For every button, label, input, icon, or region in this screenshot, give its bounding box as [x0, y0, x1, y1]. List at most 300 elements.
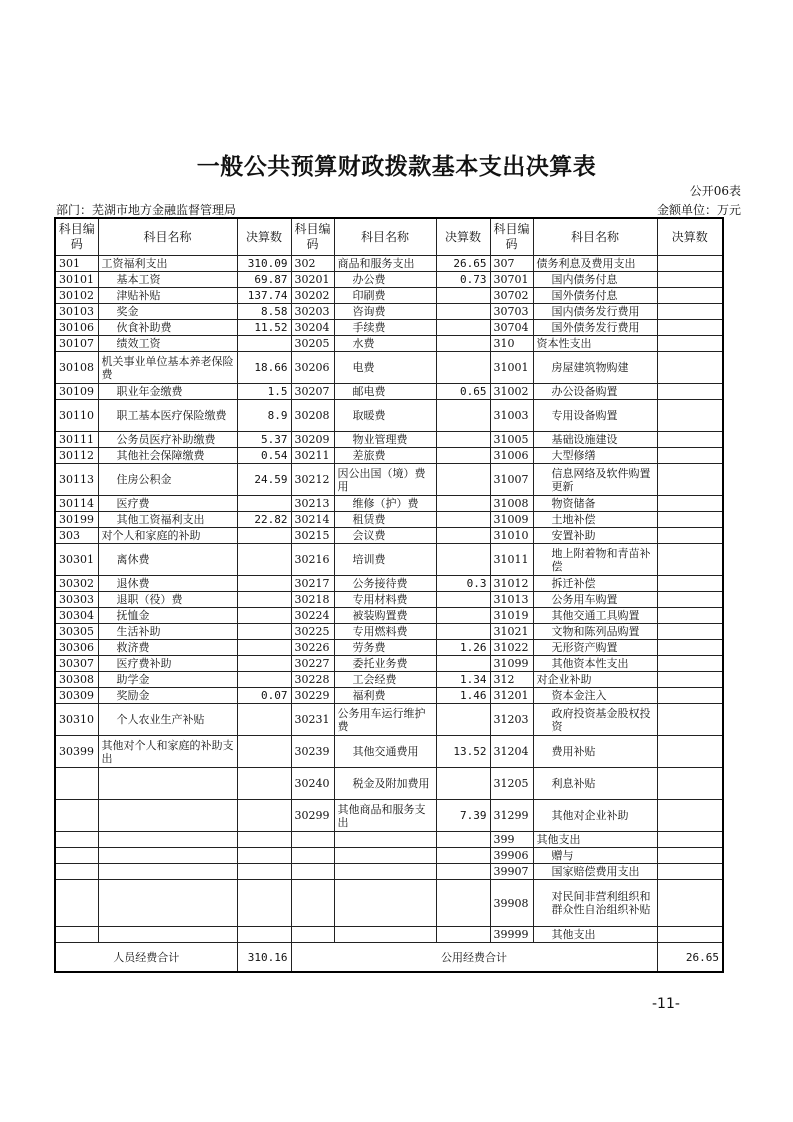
department-label: 部门：芜湖市地方金融监督管理局 — [56, 203, 237, 217]
subject-code: 399 — [490, 832, 533, 848]
subject-name: 退职（役）费 — [98, 592, 237, 608]
final-amount — [657, 624, 723, 640]
subject-name: 其他对个人和家庭的补助支出 — [98, 736, 237, 768]
subject-name: 奖励金 — [98, 688, 237, 704]
final-amount — [436, 288, 490, 304]
subject-name: 因公出国（境）费用 — [334, 464, 436, 496]
final-amount: 0.73 — [436, 272, 490, 288]
subject-name: 水费 — [334, 336, 436, 352]
subject-name: 公务接待费 — [334, 576, 436, 592]
subject-name — [334, 880, 436, 927]
subject-name: 其他交通费用 — [334, 736, 436, 768]
final-amount — [436, 864, 490, 880]
final-amount — [237, 832, 291, 848]
subject-code: 31010 — [490, 528, 533, 544]
final-amount — [436, 432, 490, 448]
subject-name: 医疗费 — [98, 496, 237, 512]
final-amount — [657, 688, 723, 704]
subject-code: 30231 — [291, 704, 334, 736]
final-amount — [436, 528, 490, 544]
subject-name: 债务利息及费用支出 — [533, 256, 657, 272]
subject-code: 30216 — [291, 544, 334, 576]
subject-name: 生活补助 — [98, 624, 237, 640]
subject-name: 住房公积金 — [98, 464, 237, 496]
subject-name: 赠与 — [533, 848, 657, 864]
final-amount — [436, 927, 490, 943]
subject-code: 31003 — [490, 400, 533, 432]
final-amount — [436, 656, 490, 672]
final-amount: 8.9 — [237, 400, 291, 432]
subject-code: 30701 — [490, 272, 533, 288]
final-amount — [237, 768, 291, 800]
subject-code: 310 — [490, 336, 533, 352]
final-amount: 69.87 — [237, 272, 291, 288]
subject-code: 31099 — [490, 656, 533, 672]
subject-code: 30214 — [291, 512, 334, 528]
subject-code: 31007 — [490, 464, 533, 496]
table-row — [55, 672, 723, 688]
subject-code: 30202 — [291, 288, 334, 304]
subject-name — [98, 864, 237, 880]
subject-code: 30303 — [55, 592, 98, 608]
subject-code: 30106 — [55, 320, 98, 336]
subject-name: 政府投资基金股权投资 — [533, 704, 657, 736]
subject-code: 30209 — [291, 432, 334, 448]
subject-name: 职工基本医疗保险缴费 — [98, 400, 237, 432]
final-amount: 13.52 — [436, 736, 490, 768]
final-amount: 137.74 — [237, 288, 291, 304]
subject-code: 31009 — [490, 512, 533, 528]
table-row — [55, 736, 723, 768]
subject-name: 邮电费 — [334, 384, 436, 400]
subject-name: 文物和陈列品购置 — [533, 624, 657, 640]
table-row — [55, 927, 723, 943]
table-row — [55, 288, 723, 304]
subject-name: 房屋建筑物购建 — [533, 352, 657, 384]
subject-code: 31013 — [490, 592, 533, 608]
final-amount — [657, 672, 723, 688]
subject-name: 工资福利支出 — [98, 256, 237, 272]
subject-code: 31203 — [490, 704, 533, 736]
subject-name: 商品和服务支出 — [334, 256, 436, 272]
column-header-code: 科目编码 — [490, 218, 533, 256]
table-row — [55, 768, 723, 800]
subject-code: 31299 — [490, 800, 533, 832]
final-amount: 18.66 — [237, 352, 291, 384]
table-row — [55, 304, 723, 320]
subject-code: 302 — [291, 256, 334, 272]
final-amount — [436, 624, 490, 640]
subject-code: 30201 — [291, 272, 334, 288]
subject-code: 31006 — [490, 448, 533, 464]
subject-code: 30206 — [291, 352, 334, 384]
final-amount — [657, 432, 723, 448]
subject-code: 31021 — [490, 624, 533, 640]
subject-code: 30309 — [55, 688, 98, 704]
final-amount — [237, 544, 291, 576]
subject-name: 咨询费 — [334, 304, 436, 320]
subject-name — [334, 848, 436, 864]
subject-name: 资本性支出 — [533, 336, 657, 352]
subject-name: 其他支出 — [533, 832, 657, 848]
subject-code: 30302 — [55, 576, 98, 592]
final-amount — [657, 704, 723, 736]
table-row — [55, 432, 723, 448]
final-amount — [436, 768, 490, 800]
final-amount — [237, 336, 291, 352]
final-amount — [436, 304, 490, 320]
subject-name — [98, 848, 237, 864]
subject-code: 39907 — [490, 864, 533, 880]
subject-code — [291, 848, 334, 864]
table-row — [55, 448, 723, 464]
subject-code: 30399 — [55, 736, 98, 768]
table-row — [55, 464, 723, 496]
subject-name: 医疗费补助 — [98, 656, 237, 672]
final-amount — [657, 800, 723, 832]
subject-name: 其他社会保障缴费 — [98, 448, 237, 464]
subject-name: 利息补贴 — [533, 768, 657, 800]
subject-name: 被装购置费 — [334, 608, 436, 624]
personnel-total-value: 310.16 — [237, 943, 291, 973]
subject-code: 30305 — [55, 624, 98, 640]
subject-code: 30111 — [55, 432, 98, 448]
final-amount — [657, 880, 723, 927]
final-amount — [436, 544, 490, 576]
final-amount — [657, 320, 723, 336]
table-row — [55, 704, 723, 736]
subject-code — [55, 800, 98, 832]
subject-name: 培训费 — [334, 544, 436, 576]
subject-code: 30114 — [55, 496, 98, 512]
final-amount: 5.37 — [237, 432, 291, 448]
subject-name: 办公设备购置 — [533, 384, 657, 400]
final-amount — [237, 624, 291, 640]
subject-code: 30217 — [291, 576, 334, 592]
subject-code — [55, 848, 98, 864]
subject-name: 税金及附加费用 — [334, 768, 436, 800]
table-row — [55, 496, 723, 512]
final-amount — [657, 640, 723, 656]
final-amount — [657, 400, 723, 432]
subject-name: 无形资产购置 — [533, 640, 657, 656]
final-amount — [237, 800, 291, 832]
final-amount — [657, 256, 723, 272]
subject-name: 国内债务发行费用 — [533, 304, 657, 320]
subject-name: 专用设备购置 — [533, 400, 657, 432]
subject-code: 30218 — [291, 592, 334, 608]
final-amount — [436, 880, 490, 927]
final-amount — [657, 528, 723, 544]
subject-code: 30702 — [490, 288, 533, 304]
final-amount — [657, 512, 723, 528]
column-header-code: 科目编码 — [291, 218, 334, 256]
subject-code: 30301 — [55, 544, 98, 576]
final-amount: 1.26 — [436, 640, 490, 656]
final-amount: 26.65 — [436, 256, 490, 272]
subject-code: 301 — [55, 256, 98, 272]
table-row — [55, 608, 723, 624]
subject-name: 国内债务付息 — [533, 272, 657, 288]
table-row — [55, 576, 723, 592]
subject-code: 31022 — [490, 640, 533, 656]
subject-code: 30204 — [291, 320, 334, 336]
subject-name: 物业管理费 — [334, 432, 436, 448]
subject-name: 工会经费 — [334, 672, 436, 688]
subject-code: 30109 — [55, 384, 98, 400]
column-header-amount: 决算数 — [657, 218, 723, 256]
final-amount: 1.5 — [237, 384, 291, 400]
public-total-value: 26.65 — [657, 943, 723, 973]
subject-name — [98, 832, 237, 848]
subject-name: 对企业补助 — [533, 672, 657, 688]
subject-name: 伙食补助费 — [98, 320, 237, 336]
amount-unit-label: 金额单位：万元 — [656, 203, 741, 217]
subject-name: 办公费 — [334, 272, 436, 288]
subject-code: 30199 — [55, 512, 98, 528]
subject-name: 其他工资福利支出 — [98, 512, 237, 528]
subject-name: 绩效工资 — [98, 336, 237, 352]
subject-code: 307 — [490, 256, 533, 272]
column-header-name: 科目名称 — [334, 218, 436, 256]
subject-name: 其他支出 — [533, 927, 657, 943]
subject-name: 维修（护）费 — [334, 496, 436, 512]
final-amount — [237, 528, 291, 544]
subject-name: 机关事业单位基本养老保险费 — [98, 352, 237, 384]
subject-code: 30299 — [291, 800, 334, 832]
final-amount — [436, 848, 490, 864]
subject-name: 其他资本性支出 — [533, 656, 657, 672]
subject-name: 资本金注入 — [533, 688, 657, 704]
final-amount — [436, 608, 490, 624]
subject-code — [291, 864, 334, 880]
final-amount: 8.58 — [237, 304, 291, 320]
table-row — [55, 592, 723, 608]
subject-code — [55, 768, 98, 800]
table-row — [55, 656, 723, 672]
final-amount: 1.46 — [436, 688, 490, 704]
subject-code: 30227 — [291, 656, 334, 672]
page-number: -11- — [652, 996, 680, 1012]
subject-code: 30107 — [55, 336, 98, 352]
subject-name: 对民间非营利组织和群众性自治组织补贴 — [533, 880, 657, 927]
subject-code: 30229 — [291, 688, 334, 704]
final-amount — [237, 704, 291, 736]
subject-code: 30101 — [55, 272, 98, 288]
final-amount: 0.54 — [237, 448, 291, 464]
table-row — [55, 864, 723, 880]
final-amount — [657, 592, 723, 608]
subject-name: 取暖费 — [334, 400, 436, 432]
final-amount — [657, 352, 723, 384]
final-amount — [657, 736, 723, 768]
column-header-name: 科目名称 — [98, 218, 237, 256]
subject-name: 大型修缮 — [533, 448, 657, 464]
table-row — [55, 320, 723, 336]
subject-code: 30113 — [55, 464, 98, 496]
subject-name — [98, 800, 237, 832]
final-amount: 11.52 — [237, 320, 291, 336]
table-row — [55, 640, 723, 656]
subject-code: 31002 — [490, 384, 533, 400]
subject-code: 30240 — [291, 768, 334, 800]
final-amount: 24.59 — [237, 464, 291, 496]
subject-code: 30308 — [55, 672, 98, 688]
subject-name: 公务用车运行维护费 — [334, 704, 436, 736]
final-amount — [436, 832, 490, 848]
column-header-code: 科目编码 — [55, 218, 98, 256]
subject-name: 其他对企业补助 — [533, 800, 657, 832]
subject-code: 30704 — [490, 320, 533, 336]
final-amount — [436, 336, 490, 352]
final-amount — [657, 288, 723, 304]
final-amount — [436, 464, 490, 496]
subject-name: 基础设施建设 — [533, 432, 657, 448]
table-row — [55, 400, 723, 432]
subject-name: 助学金 — [98, 672, 237, 688]
subject-code: 31012 — [490, 576, 533, 592]
final-amount — [436, 448, 490, 464]
subject-code: 30110 — [55, 400, 98, 432]
subject-code: 30225 — [291, 624, 334, 640]
subject-name — [334, 927, 436, 943]
public-total-label: 公用经费合计 — [291, 943, 657, 973]
basic-expenditure-table — [54, 217, 724, 973]
table-row — [55, 544, 723, 576]
subject-code: 39908 — [490, 880, 533, 927]
final-amount — [657, 832, 723, 848]
subject-code: 30211 — [291, 448, 334, 464]
subject-code: 30212 — [291, 464, 334, 496]
subject-name: 安置补助 — [533, 528, 657, 544]
final-amount — [436, 400, 490, 432]
final-amount — [237, 864, 291, 880]
subject-code: 312 — [490, 672, 533, 688]
subject-code: 31205 — [490, 768, 533, 800]
subject-name: 抚恤金 — [98, 608, 237, 624]
table-row — [55, 256, 723, 272]
subject-code: 30224 — [291, 608, 334, 624]
subject-code: 30703 — [490, 304, 533, 320]
subject-name: 津贴补贴 — [98, 288, 237, 304]
subject-name — [98, 880, 237, 927]
subject-name — [98, 768, 237, 800]
final-amount — [657, 448, 723, 464]
subject-name — [98, 927, 237, 943]
subject-name: 专用燃料费 — [334, 624, 436, 640]
table-row — [55, 880, 723, 927]
form-number: 公开06表 — [689, 184, 741, 198]
subject-code — [55, 880, 98, 927]
subject-name: 租赁费 — [334, 512, 436, 528]
final-amount — [237, 640, 291, 656]
final-amount: 0.3 — [436, 576, 490, 592]
subject-code: 39999 — [490, 927, 533, 943]
subject-code: 30207 — [291, 384, 334, 400]
table-row — [55, 800, 723, 832]
final-amount: 7.39 — [436, 800, 490, 832]
subject-name: 电费 — [334, 352, 436, 384]
final-amount — [237, 576, 291, 592]
subject-name: 国家赔偿费用支出 — [533, 864, 657, 880]
subject-code: 30205 — [291, 336, 334, 352]
subject-name: 会议费 — [334, 528, 436, 544]
subject-name: 其他商品和服务支出 — [334, 800, 436, 832]
subject-code: 30226 — [291, 640, 334, 656]
table-row — [55, 688, 723, 704]
final-amount — [657, 656, 723, 672]
subject-code: 30108 — [55, 352, 98, 384]
subject-code: 30203 — [291, 304, 334, 320]
column-header-name: 科目名称 — [533, 218, 657, 256]
final-amount — [237, 672, 291, 688]
table-header-row — [55, 218, 723, 256]
page-title: 一般公共预算财政拨款基本支出决算表 — [196, 154, 597, 180]
subject-code — [55, 927, 98, 943]
totals-row — [55, 943, 723, 973]
subject-name: 费用补贴 — [533, 736, 657, 768]
subject-name: 地上附着物和青苗补偿 — [533, 544, 657, 576]
table-row — [55, 528, 723, 544]
subject-code: 30306 — [55, 640, 98, 656]
subject-name: 专用材料费 — [334, 592, 436, 608]
subject-code: 39906 — [490, 848, 533, 864]
subject-name: 印刷费 — [334, 288, 436, 304]
subject-name: 差旅费 — [334, 448, 436, 464]
subject-code: 31008 — [490, 496, 533, 512]
final-amount — [657, 496, 723, 512]
table-row — [55, 832, 723, 848]
subject-code: 31201 — [490, 688, 533, 704]
subject-name: 国外债务付息 — [533, 288, 657, 304]
final-amount — [657, 576, 723, 592]
subject-code: 30112 — [55, 448, 98, 464]
final-amount — [657, 544, 723, 576]
subject-name: 国外债务发行费用 — [533, 320, 657, 336]
table-row — [55, 848, 723, 864]
subject-code: 30103 — [55, 304, 98, 320]
final-amount — [657, 768, 723, 800]
subject-code — [291, 927, 334, 943]
subject-name: 劳务费 — [334, 640, 436, 656]
subject-name: 土地补偿 — [533, 512, 657, 528]
table-row — [55, 272, 723, 288]
subject-code — [55, 864, 98, 880]
column-header-amount: 决算数 — [436, 218, 490, 256]
final-amount: 22.82 — [237, 512, 291, 528]
subject-name: 离休费 — [98, 544, 237, 576]
subject-code: 30102 — [55, 288, 98, 304]
subject-name: 公务员医疗补助缴费 — [98, 432, 237, 448]
final-amount — [436, 512, 490, 528]
subject-name — [334, 864, 436, 880]
final-amount: 0.65 — [436, 384, 490, 400]
personnel-total-label: 人员经费合计 — [55, 943, 237, 973]
final-amount — [436, 592, 490, 608]
subject-code: 30310 — [55, 704, 98, 736]
subject-code: 30307 — [55, 656, 98, 672]
subject-code: 30304 — [55, 608, 98, 624]
final-amount — [237, 736, 291, 768]
subject-name: 对个人和家庭的补助 — [98, 528, 237, 544]
subject-name: 拆迁补偿 — [533, 576, 657, 592]
subject-code: 30239 — [291, 736, 334, 768]
subject-code: 30215 — [291, 528, 334, 544]
table-row — [55, 352, 723, 384]
subject-name: 公务用车购置 — [533, 592, 657, 608]
table-row — [55, 384, 723, 400]
subject-code: 31011 — [490, 544, 533, 576]
